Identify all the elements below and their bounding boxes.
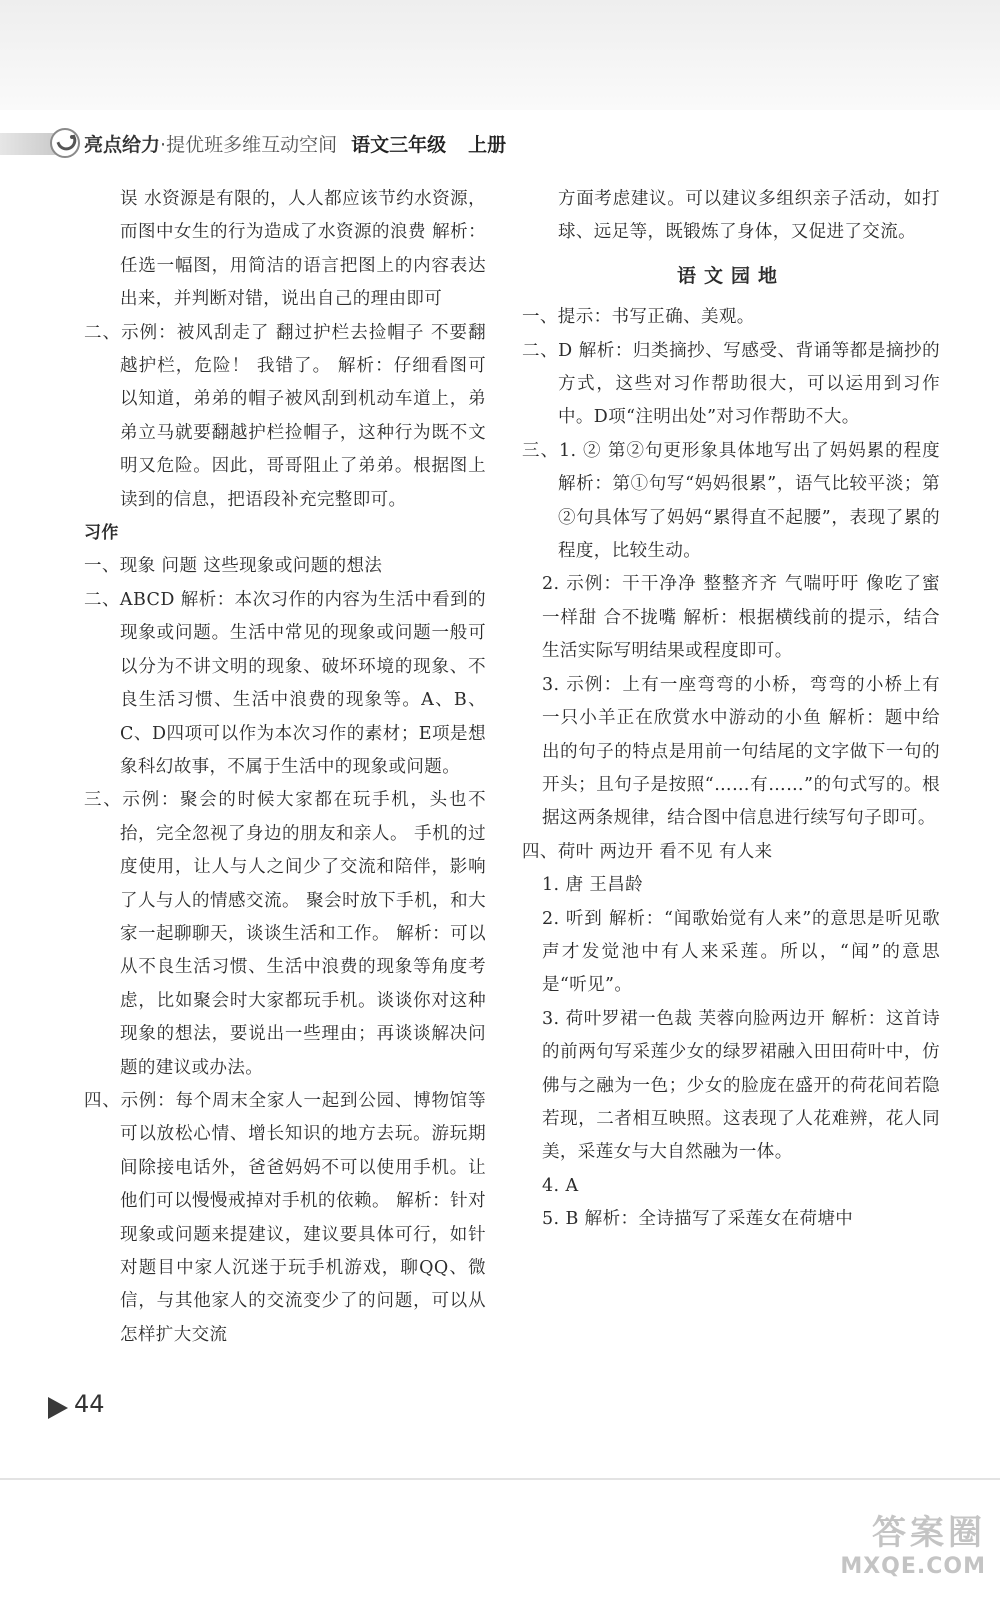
watermark-url: MXQE.COM <box>840 1554 986 1579</box>
header-volume: 上册 <box>468 134 507 156</box>
answer-paragraph: 5. B 解析：全诗描写了采莲女在荷塘中 <box>542 1209 854 1230</box>
right-column-answers <box>522 301 940 1236</box>
page-number: 44 <box>74 1390 105 1418</box>
brand-logo-icon <box>50 128 80 158</box>
answer-paragraph: 习作 <box>84 523 119 544</box>
answer-paragraph: 方面考虑建议。可以建议多组织亲子活动，如打球、远足等，既锻炼了身体，又促进了交流。 <box>558 189 940 243</box>
answer-paragraph: 四、示例：每个周末全家人一起到公园、博物馆等可以放松心情、增长知识的地方去玩。游玩期间除接电话外，爸爸妈妈不可以使用手机。让他们可以慢慢戒掉对手机的依赖。 解析：针对现象或问题来提建议，建议要具体可行，如针对题目中家人沉迷于玩手机游戏，聊QQ、微信，与其他家人的交流变少了的问题，可以从怎样扩大交流 <box>84 1090 486 1345</box>
section-title: 语文园地 <box>676 264 785 287</box>
answer-paragraph: 二、ABCD 解析：本次习作的内容为生活中看到的现象或问题。生活中常见的现象或问题一般可以分为不讲文明的现象、破坏环境的现象、不良生活习惯、生活中浪费的现象等。A、B、C、D四项可以作为本次习作的素材；E项是想象科幻故事，不属于生活中的现象或问题。 <box>84 589 486 777</box>
answer-paragraph: 一、现象 问题 这些现象或问题的想法 <box>84 556 383 577</box>
top-margin-shade <box>0 0 1000 110</box>
right-column <box>522 183 940 1237</box>
watermark <box>840 1505 986 1579</box>
header-title: 亮点给力·提优班多维互动空间 语文三年级 上册 <box>84 134 507 156</box>
answer-paragraph: 3. 示例：上有一座弯弯的小桥，弯弯的小桥上有一只小羊正在欣赏水中游动的小鱼 解析：题中给出的句子的特点是用前一句结尾的文字做下一句的开头；且句子是按照“……有……”的句式写的。根据这两条规律，结合图中信息进行续写句子即可。 <box>542 674 940 829</box>
answer-paragraph: 1. 唐 王昌龄 <box>542 875 644 896</box>
answer-paragraph: 2. 示例：干干净净 整整齐齐 气喘吁吁 像吃了蜜一样甜 合不拢嘴 解析：根据横线前的提示，结合生活实际写明结果或程度即可。 <box>542 574 940 662</box>
page-header <box>0 124 1000 164</box>
answer-paragraph: 二、示例：被风刮走了 翻过护栏去捡帽子 不要翻越护栏，危险！ 我错了。 解析：仔细看图可以知道，弟弟的帽子被风刮到机动车道上，弟弟立马就要翻越护栏捡帽子，这种行为既不文明又危险。因此，哥哥阻止了弟弟。根据图上读到的信息，把语段补充完整即可。 <box>84 322 486 510</box>
answer-paragraph: 二、D 解析：归类摘抄、写感受、背诵等都是摘抄的方式，这些对习作帮助很大，可以运用到习作中。D项“注明出处”对习作帮助不大。 <box>522 340 940 428</box>
left-column <box>84 183 486 1352</box>
answer-paragraph: 三、示例：聚会的时候大家都在玩手机，头也不抬，完全忽视了身边的朋友和亲人。 手机的过度使用，让人与人之间少了交流和陪伴，影响了人与人的情感交流。 聚会时放下手机，和大家一起聊聊天，谈谈生活和工作。 解析：可以从不良生活习惯、生活中浪费的现象等角度考虑，比如聚会时大家都玩手机。谈谈你对这种现象的想法，要说出一些理由；再谈谈解决问题的建议或办法。 <box>84 790 486 1078</box>
page-arrow-icon <box>48 1397 68 1419</box>
right-column-continuation <box>522 183 940 250</box>
answer-paragraph: 3. 荷叶罗裙一色裁 芙蓉向脸两边开 解析：这首诗的前两句写采莲少女的绿罗裙融入田田荷叶中，仿佛与之融为一色；少女的脸庞在盛开的荷花间若隐若现，二者相互映照。这表现了人花难辨，花人同美，采莲女与大自然融为一体。 <box>542 1008 940 1163</box>
answer-paragraph: 三、1. ② 第②句更形象具体地写出了妈妈累的程度 解析：第①句写“妈妈很累”，语气比较平淡；第②句具体写了妈妈“累得直不起腰”，表现了累的程度，比较生动。 <box>522 440 940 562</box>
header-grade: 语文三年级 <box>351 134 447 156</box>
answer-paragraph: 误 水资源是有限的，人人都应该节约水资源，而图中女生的行为造成了水资源的浪费 解析：任选一幅图，用简洁的语言把图上的内容表达出来，并判断对错，说出自己的理由即可 <box>120 189 486 310</box>
answer-paragraph: 四、荷叶 两边开 看不见 有人来 <box>522 841 773 862</box>
answer-paragraph: 一、提示：书写正确、美观。 <box>522 307 755 328</box>
watermark-text: 答案圈 <box>872 1513 986 1553</box>
answer-paragraph: 4. A <box>542 1175 579 1196</box>
answer-paragraph: 2. 听到 解析：“闻歌始觉有人来”的意思是听见歌声才发觉池中有人来采莲。所以，“闻”的意思是“听见”。 <box>542 908 940 996</box>
header-subtitle: 提优班多维互动空间 <box>166 134 338 156</box>
header-brand: 亮点给力 <box>84 134 161 156</box>
bottom-divider <box>0 1478 1000 1480</box>
